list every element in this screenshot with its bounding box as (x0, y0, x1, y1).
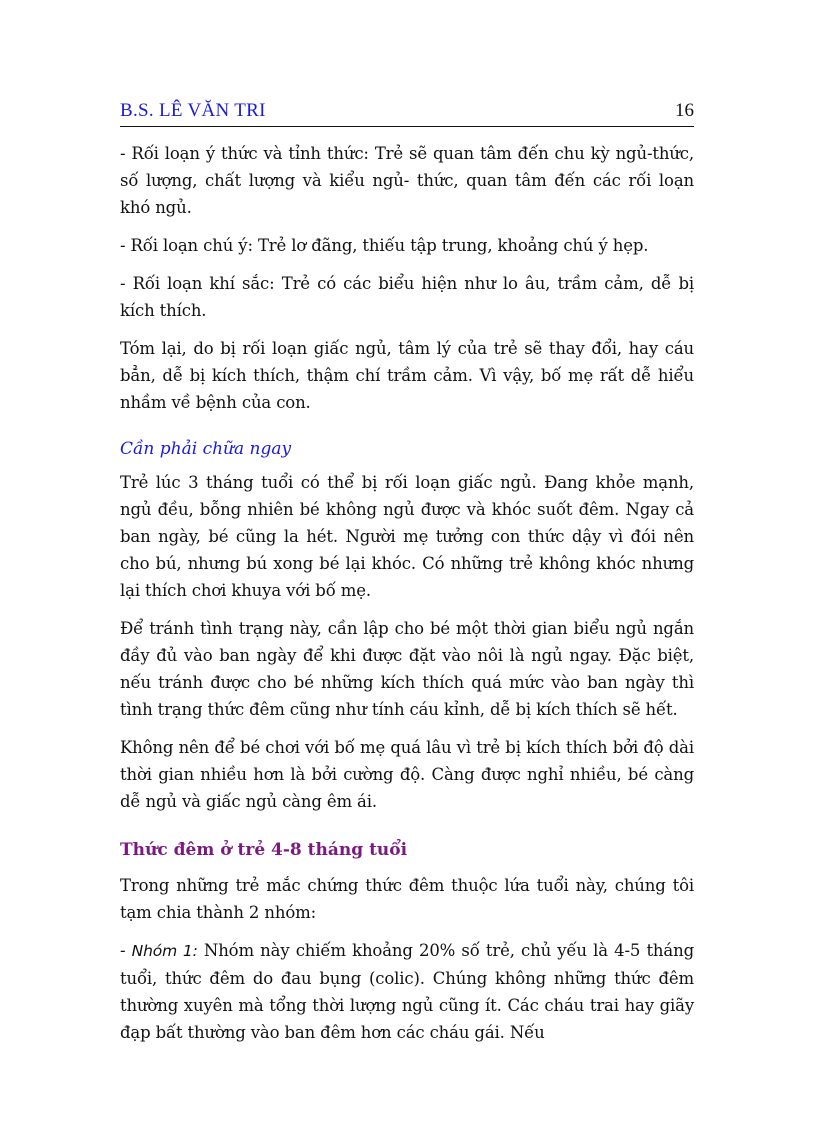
page-body (120, 140, 694, 1046)
paragraph: Tóm lại, do bị rối loạn giấc ngủ, tâm lý của trẻ sẽ thay đổi, hay cáu bẳn, dễ bị kích thích, thậm chí trầm cảm. Vì vậy, bố mẹ rất dễ hiểu nhầm về bệnh của con. (120, 339, 694, 412)
paragraph: - Rối loạn ý thức và tỉnh thức: Trẻ sẽ quan tâm đến chu kỳ ngủ-thức, số lượng, chất lượng và kiểu ngủ- thức, quan tâm đến các rối loạn khó ngủ. (120, 144, 694, 217)
paragraph: Không nên để bé chơi với bố mẹ quá lâu vì trẻ bị kích thích bởi độ dài thời gian nhiều hơn là bởi cường độ. Càng được nghỉ nhiều, bé càng dễ ngủ và giấc ngủ càng êm ái. (120, 738, 694, 811)
paragraph (120, 937, 694, 1046)
running-header (120, 100, 694, 127)
paragraph: Trong những trẻ mắc chứng thức đêm thuộc lứa tuổi này, chúng tôi tạm chia thành 2 nhóm: (120, 876, 694, 922)
paragraph: - Rối loạn chú ý: Trẻ lơ đãng, thiếu tập trung, khoảng chú ý hẹp. (120, 236, 649, 255)
page-number: 16 (675, 100, 694, 121)
author-title: B.S. LÊ VĂN TRI (120, 100, 266, 121)
subheading: Cần phải chữa ngay (120, 439, 292, 459)
paragraph: Để tránh tình trạng này, cần lập cho bé một thời gian biểu ngủ ngắn đầy đủ vào ban ngày để khi được đặt vào nôi là ngủ ngay. Đặc biệt, nếu tránh được cho bé những kích thích quá mức vào ban ngày thì tình trạng thức đêm cũng như tính cáu kỉnh, dễ bị kích thích sẽ hết. (120, 619, 694, 719)
page (120, 100, 694, 1057)
paragraph-text: Nhóm này chiếm khoảng 20% số trẻ, chủ yếu là 4-5 tháng tuổi, thức đêm do đau bụng (colic). Chúng không những thức đêm thường xuyên mà tổng thời lượng ngủ cũng ít. Các cháu trai hay giãy đạp bất thường vào ban đêm hơn các cháu gái. Nếu (120, 941, 694, 1042)
paragraph: Trẻ lúc 3 tháng tuổi có thể bị rối loạn giấc ngủ. Đang khỏe mạnh, ngủ đều, bỗng nhiên bé không ngủ được và khóc suốt đêm. Ngay cả ban ngày, bé cũng la hét. Người mẹ tưởng con thức dậy vì đói nên cho bú, nhưng bú xong bé lại khóc. Có những trẻ không khóc nhưng lại thích chơi khuya với bố mẹ. (120, 473, 694, 600)
group-label: Nhóm 1: (131, 942, 198, 960)
paragraph: - Rối loạn khí sắc: Trẻ có các biểu hiện như lo âu, trầm cảm, dễ bị kích thích. (120, 274, 694, 320)
section-heading: Thức đêm ở trẻ 4-8 tháng tuổi (120, 840, 408, 860)
list-dash: - (120, 941, 132, 960)
